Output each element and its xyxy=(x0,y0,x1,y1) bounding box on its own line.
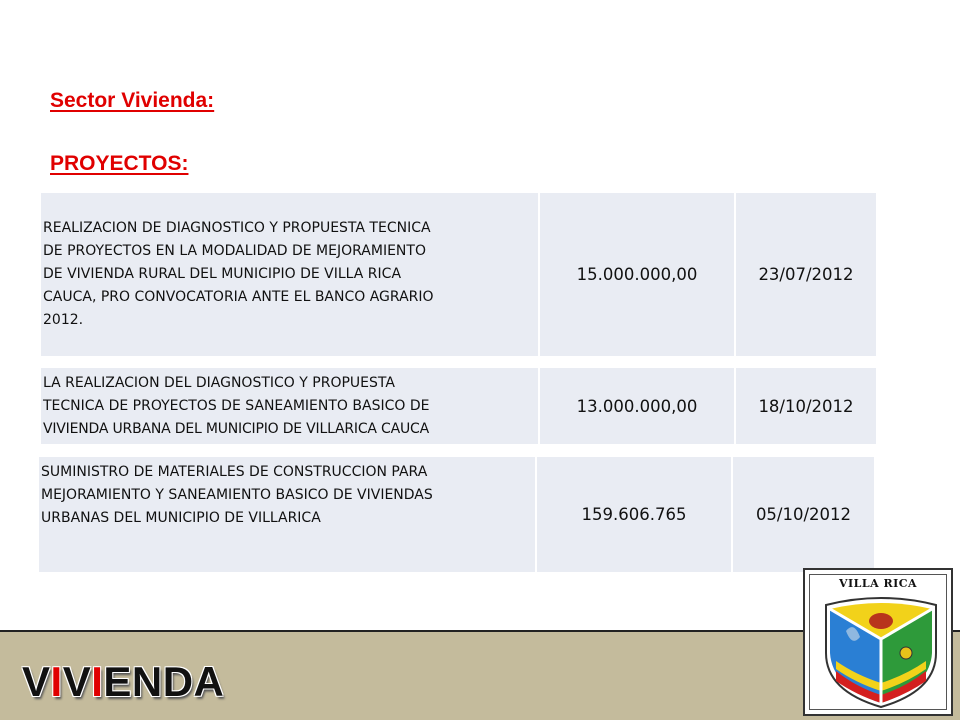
footer-title-part: ENDA xyxy=(103,658,225,705)
description-line: DE VIVIENDA RURAL DEL MUNICIPIO DE VILLA RICA xyxy=(43,266,402,282)
footer-title xyxy=(22,658,224,706)
description-line: DE PROYECTOS EN LA MODALIDAD DE MEJORAMIENTO xyxy=(43,243,426,259)
footer-title-part: V xyxy=(22,658,51,705)
description-line: TECNICA DE PROYECTOS DE SANEAMIENTO BASICO DE xyxy=(43,397,430,414)
footer-title-part: V xyxy=(62,658,92,705)
project-description xyxy=(39,457,537,572)
description-line: CAUCA, PRO CONVOCATORIA ANTE EL BANCO AGRARIO xyxy=(43,289,434,305)
project-amount: 159.606.765 xyxy=(537,457,733,572)
municipal-crest xyxy=(803,568,953,716)
coat-of-arms-icon xyxy=(816,591,946,711)
project-row xyxy=(41,368,876,444)
project-date: 05/10/2012 xyxy=(755,505,852,524)
description-line: URBANAS DEL MUNICIPIO DE VILLARICA xyxy=(41,510,321,526)
footer-title-part: I xyxy=(91,658,104,705)
sector-heading: Sector Vivienda: xyxy=(50,89,215,112)
description-line: VIVIENDA URBANA DEL MUNICIPIO DE VILLARICA CAUCA xyxy=(43,420,429,437)
footer-title-part: I xyxy=(50,658,63,705)
project-date: 18/10/2012 xyxy=(758,396,854,416)
description-line: SUMINISTRO DE MATERIALES DE CONSTRUCCION PARA xyxy=(41,464,428,480)
project-date: 23/07/2012 xyxy=(758,265,854,284)
description-line: MEJORAMIENTO Y SANEAMIENTO BASICO DE VIVIENDAS xyxy=(41,487,433,503)
project-description xyxy=(41,368,540,444)
project-row xyxy=(39,457,874,572)
description-line: REALIZACION DE DIAGNOSTICO Y PROPUESTA TECNICA xyxy=(43,220,431,236)
project-description xyxy=(41,193,540,356)
projects-heading: PROYECTOS: xyxy=(50,152,189,175)
project-row xyxy=(41,193,876,356)
description-line: LA REALIZACION DEL DIAGNOSTICO Y PROPUESTA xyxy=(43,374,395,391)
project-amount: 15.000.000,00 xyxy=(540,193,736,356)
crest-label: VILLA RICA xyxy=(838,577,918,590)
description-line: 2012. xyxy=(43,312,84,328)
project-amount: 13.000.000,00 xyxy=(540,368,736,444)
